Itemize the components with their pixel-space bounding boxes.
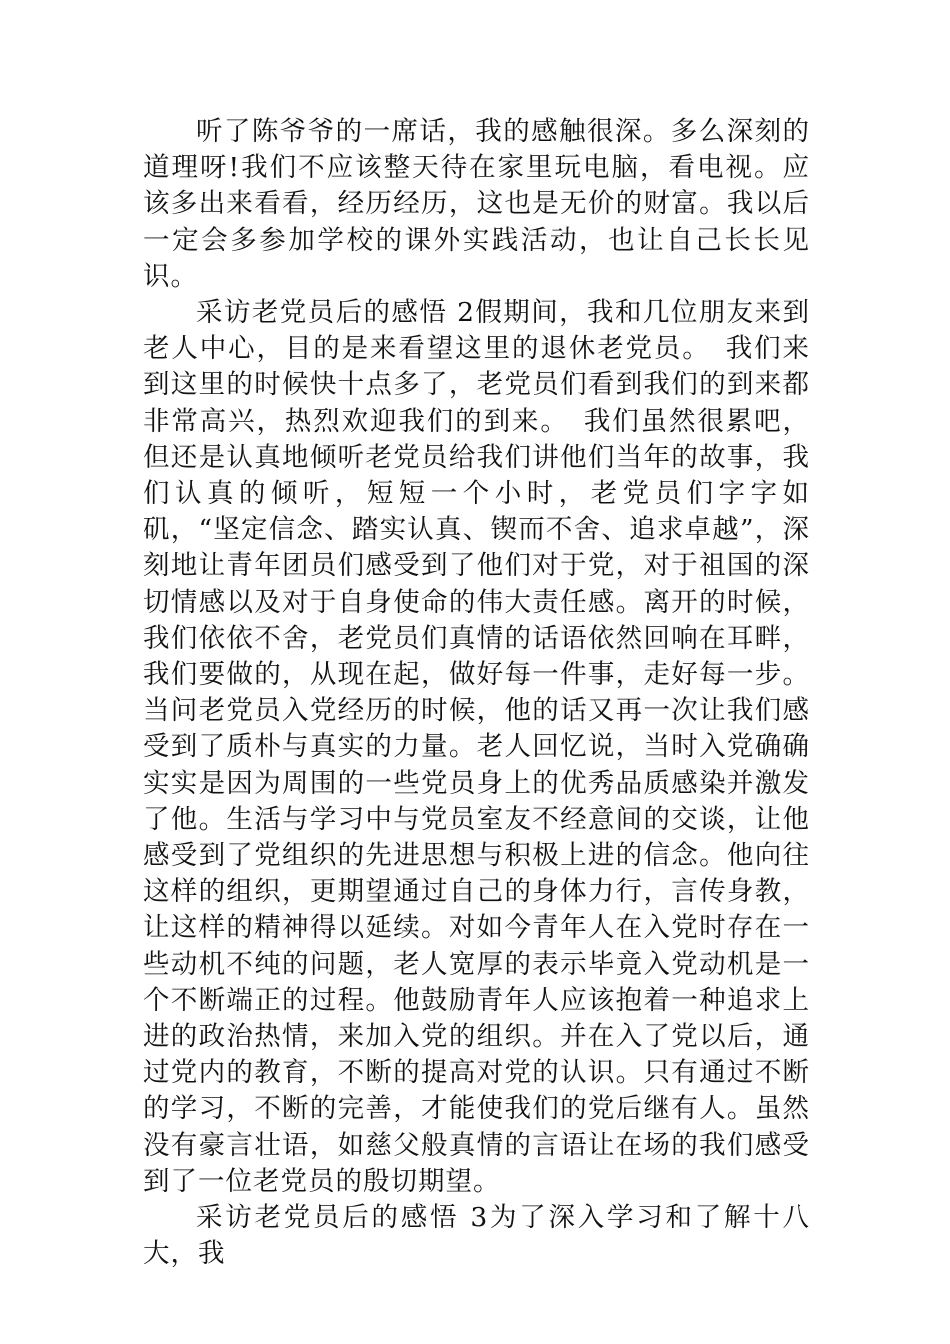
paragraph-1: 听了陈爷爷的一席话，我的感触很深。多么深刻的道理呀!我们不应该整天待在家里玩电脑，看电视。应该多出来看看，经历经历，这也是无价的财富。我以后一定会多参加学校的课外实践活动，也让自己长长见识。 xyxy=(143,116,810,292)
paragraph-2: 采访老党员后的感悟 2假期间，我和几位朋友来到老人中心，目的是来看望这里的退休老党员。 我们来到这里的时候快十点多了，老党员们看到我们的到来都非常高兴，热烈欢迎我们的到来。 我们虽然很累吧，但还是认真地倾听老党员给我们讲他们当年的故事，我们认真的倾听，短短一个小时，老党员们字字如矶，“坚定信念、踏实认真、锲而不舍、追求卓越”，深刻地让青年团员们感受到了他们对于党，对于祖国的深切情感以及对于自身使命的伟大责任感。离开的时候，我们依依不舍，老党员们真情的话语依然回响在耳畔，我们要做的，从现在起，做好每一件事，走好每一步。 当问老党员入党经历的时候，他的话又再一次让我们感受到了质朴与真实的力量。老人回忆说，当时入党确确实实是因为周围的一些党员身上的优秀品质感染并激发了他。生活与学习中与党员室友不经意间的交谈，让他感受到了党组织的先进思想与积极上进的信念。他向往这样的组织，更期望通过自己的身体力行，言传身教，让这样的精神得以延续。对如今青年人在入党时存在一些动机不纯的问题，老人宽厚的表示毕竟入党动机是一个不断端正的过程。他鼓励青年人应该抱着一种追求上进的政治热情，来加入党的组织。并在入了党以后，通过党内的教育，不断的提高对党的认识。只有通过不断的学习，不断的完善，才能使我们的党后继有人。虽然没有豪言壮语，如慈父般真情的言语让在场的我们感受到了一位老党员的殷切期望。 xyxy=(143,297,810,1197)
document-body xyxy=(143,114,810,1273)
paragraph-3: 采访老党员后的感悟 3为了深入学习和了解十八大，我 xyxy=(143,1202,810,1270)
